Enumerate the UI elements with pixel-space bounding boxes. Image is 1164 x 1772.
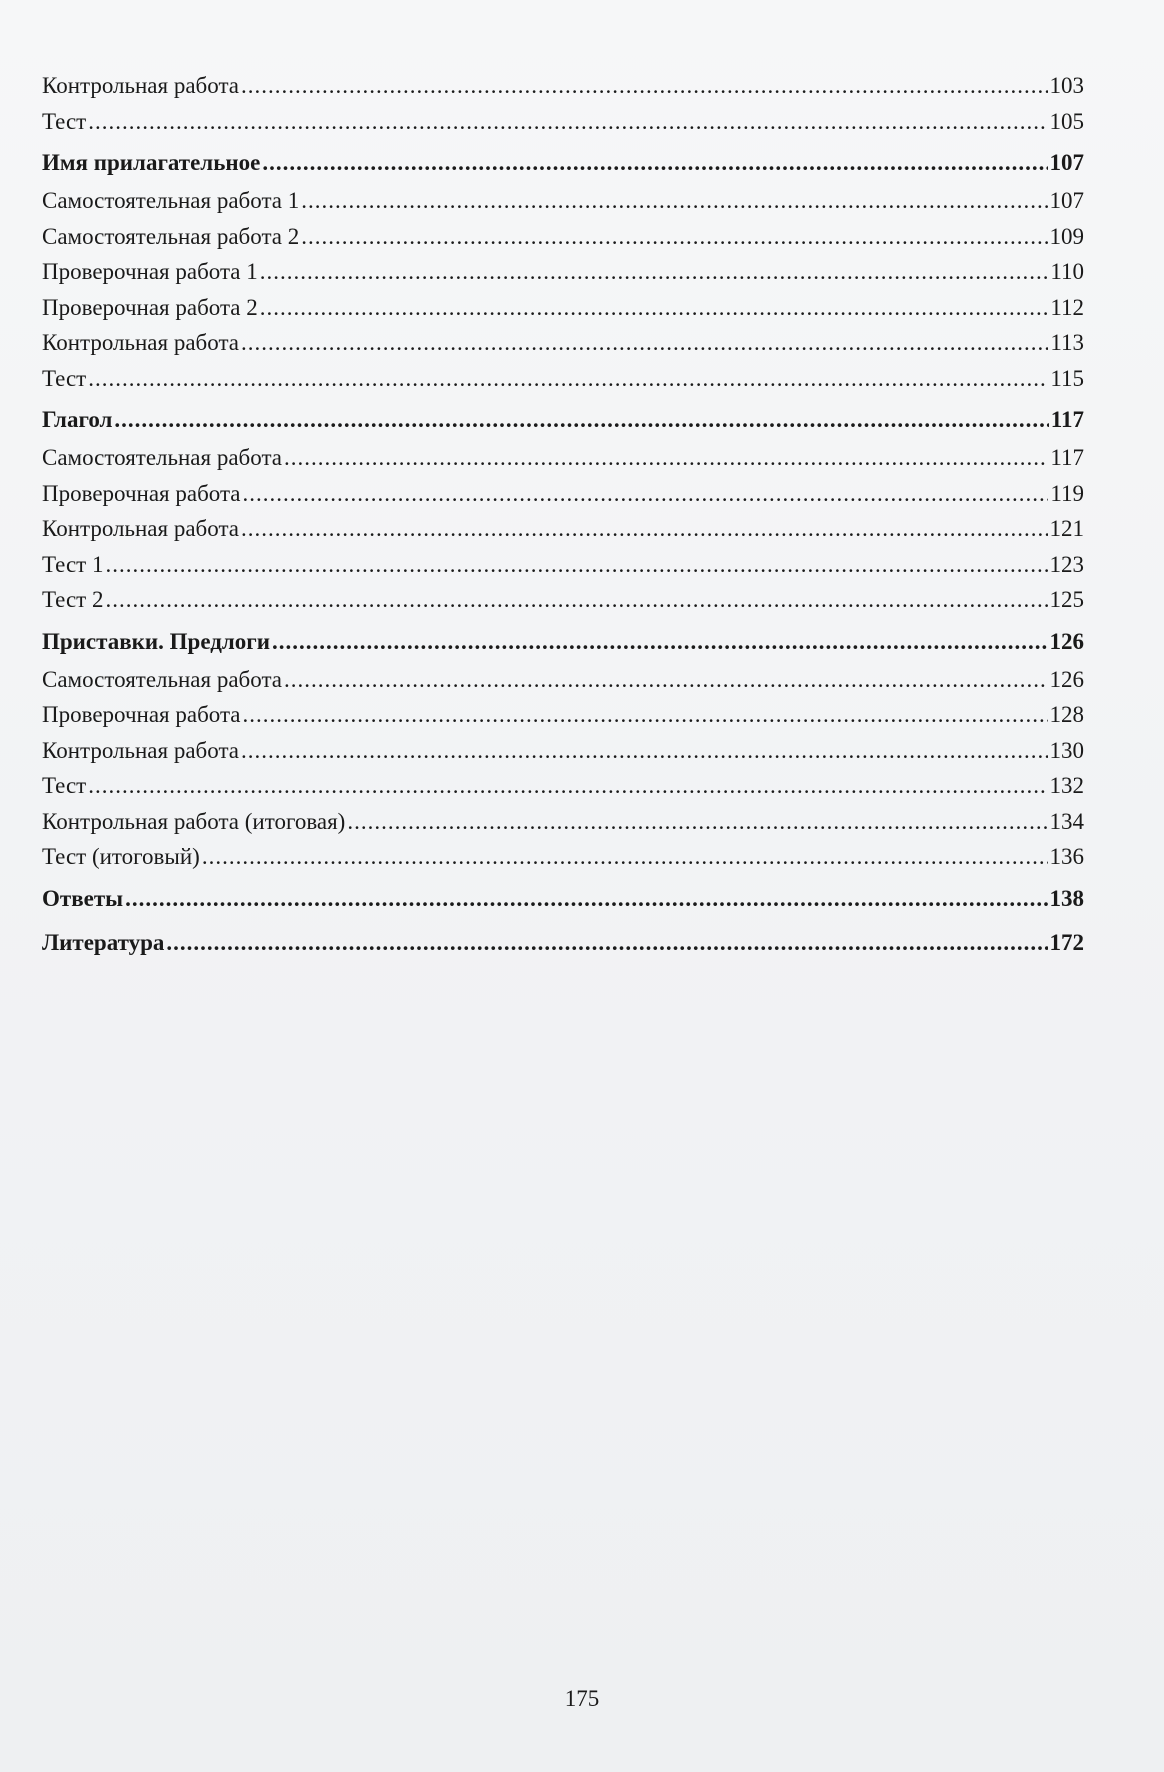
- toc-dot-leader: [347, 804, 1047, 840]
- toc-section-title: Имя прилагательное: [42, 150, 261, 175]
- toc-entry-title: Контрольная работа: [42, 516, 239, 541]
- toc-entry-title: Проверочная работа 2: [42, 294, 258, 320]
- toc-entry-title: Тест (итоговый): [42, 844, 200, 869]
- toc-entry-row: [42, 511, 1084, 547]
- toc-page-number: 112: [1050, 294, 1084, 320]
- toc-entry-row: [42, 104, 1084, 140]
- toc-entry-title: Тест 1: [42, 551, 104, 577]
- toc-entry-title: Тест: [42, 773, 87, 798]
- toc-page-number: 138: [1049, 885, 1084, 911]
- toc-entry-row: [42, 582, 1084, 618]
- toc-page-number: 128: [1049, 702, 1084, 727]
- toc-entry-title: Самостоятельная работа 1: [42, 188, 300, 213]
- toc-entry-row: [42, 476, 1084, 512]
- toc-page-number: 172: [1049, 929, 1084, 955]
- toc-dot-leader: [241, 733, 1048, 769]
- toc-dot-leader: [241, 511, 1048, 547]
- toc-page-number: 126: [1049, 628, 1084, 654]
- toc-dot-leader: [260, 254, 1049, 290]
- toc-dot-leader: [114, 400, 1048, 440]
- toc-section-title: Литература: [42, 929, 165, 955]
- toc-entry-title: Тест: [42, 108, 87, 134]
- toc-page-number: 132: [1049, 773, 1084, 798]
- toc-dot-leader: [241, 68, 1048, 104]
- toc-entry-title: Контрольная работа (итоговая): [42, 808, 346, 834]
- toc-dot-leader: [301, 183, 1047, 219]
- page-number: 175: [564, 1686, 600, 1711]
- toc-page-number: 110: [1050, 259, 1084, 284]
- toc-page-number: 136: [1049, 844, 1084, 869]
- toc-entry-title: Проверочная работа: [42, 480, 241, 506]
- toc-dot-leader: [88, 361, 1048, 397]
- toc-entry-row: [42, 219, 1084, 255]
- toc-page-number: 121: [1049, 516, 1084, 541]
- toc-entry-title: Тест 2: [42, 587, 104, 612]
- toc-page-number: 105: [1049, 108, 1084, 134]
- toc-page-number: 109: [1049, 223, 1084, 249]
- toc-entry-row: [42, 768, 1084, 804]
- toc-entry-row: [42, 325, 1084, 361]
- toc-entry-row: [42, 183, 1084, 219]
- toc-dot-leader: [301, 219, 1047, 255]
- toc-page-number: 107: [1049, 150, 1084, 175]
- table-of-contents: [42, 68, 1084, 963]
- toc-section-row: [42, 143, 1084, 183]
- toc-dot-leader: [243, 476, 1049, 512]
- toc-page-number: 115: [1050, 365, 1084, 391]
- toc-section-title: Ответы: [42, 885, 124, 911]
- toc-dot-leader: [260, 290, 1049, 326]
- toc-entry-row: [42, 804, 1084, 840]
- toc-section-row: [42, 879, 1084, 919]
- toc-page-number: 117: [1050, 407, 1084, 432]
- toc-dot-leader: [243, 697, 1048, 733]
- toc-entry-row: [42, 547, 1084, 583]
- toc-section-title: Приставки. Предлоги: [42, 628, 270, 654]
- toc-entry-title: Проверочная работа: [42, 702, 241, 727]
- toc-entry-row: [42, 733, 1084, 769]
- toc-entry-row: [42, 697, 1084, 733]
- toc-entry-title: Контрольная работа: [42, 330, 239, 355]
- toc-entry-title: Самостоятельная работа 2: [42, 223, 300, 249]
- toc-dot-leader: [284, 440, 1048, 476]
- toc-entry-title: Проверочная работа 1: [42, 259, 258, 284]
- toc-dot-leader: [241, 325, 1048, 361]
- toc-dot-leader: [262, 143, 1047, 183]
- toc-entry-row: [42, 839, 1084, 875]
- toc-dot-leader: [166, 923, 1047, 963]
- toc-page-number: 134: [1049, 808, 1084, 834]
- toc-page-number: 123: [1049, 551, 1084, 577]
- toc-page-number: 103: [1049, 73, 1084, 98]
- toc-entry-title: Самостоятельная работа: [42, 666, 282, 692]
- toc-dot-leader: [105, 582, 1047, 618]
- toc-dot-leader: [105, 547, 1047, 583]
- toc-entry-title: Самостоятельная работа: [42, 445, 282, 470]
- toc-dot-leader: [125, 879, 1047, 919]
- toc-entry-title: Контрольная работа: [42, 737, 239, 763]
- toc-page-number: 107: [1049, 188, 1084, 213]
- toc-entry-row: [42, 290, 1084, 326]
- toc-page-number: 117: [1050, 445, 1084, 470]
- toc-section-row: [42, 923, 1084, 963]
- toc-entry-row: [42, 254, 1084, 290]
- toc-dot-leader: [272, 622, 1048, 662]
- toc-entry-title: Контрольная работа: [42, 73, 239, 98]
- toc-section-row: [42, 622, 1084, 662]
- toc-entry-title: Тест: [42, 365, 87, 391]
- toc-dot-leader: [88, 104, 1047, 140]
- toc-section-title: Глагол: [42, 407, 113, 432]
- toc-page-number: 126: [1049, 666, 1084, 692]
- toc-entry-row: [42, 662, 1084, 698]
- toc-page-number: 119: [1050, 480, 1084, 506]
- toc-dot-leader: [284, 662, 1048, 698]
- toc-entry-row: [42, 361, 1084, 397]
- toc-entry-row: [42, 68, 1084, 104]
- toc-dot-leader: [202, 839, 1048, 875]
- toc-page-number: 130: [1049, 737, 1084, 763]
- toc-page-number: 113: [1050, 330, 1084, 355]
- toc-section-row: [42, 400, 1084, 440]
- toc-entry-row: [42, 440, 1084, 476]
- toc-page-number: 125: [1049, 587, 1084, 612]
- toc-dot-leader: [88, 768, 1047, 804]
